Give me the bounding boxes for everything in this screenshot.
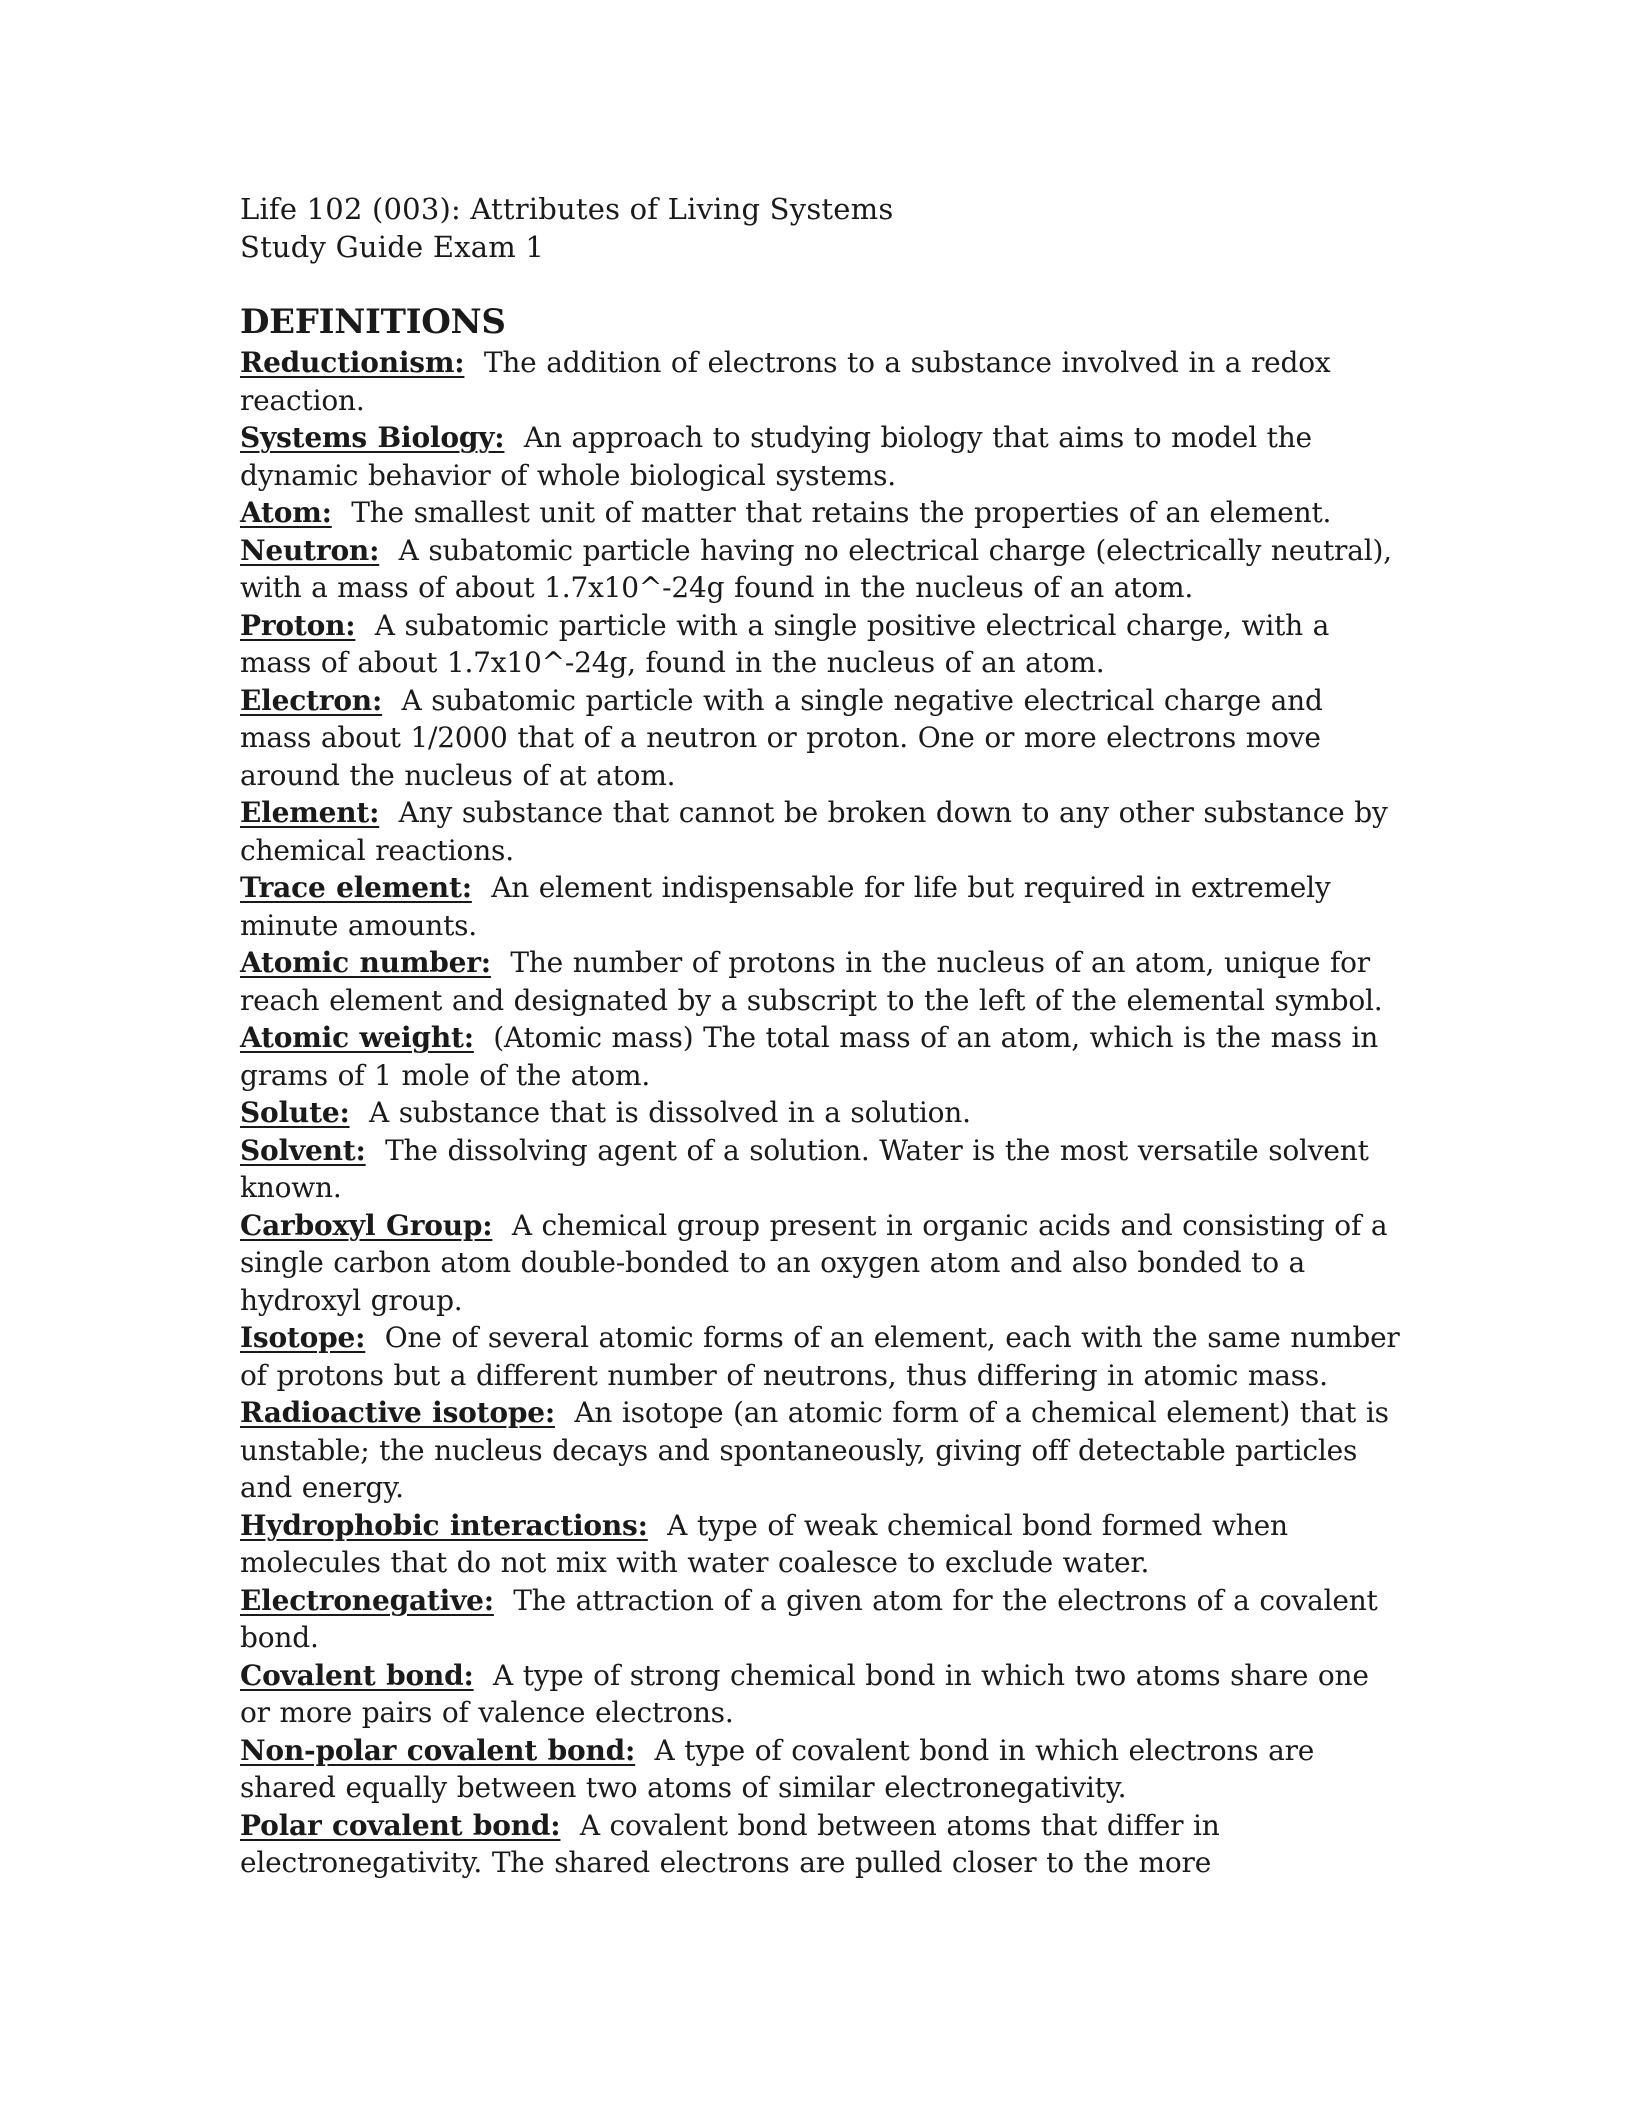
definition-term: Non-polar covalent bond: [240, 1733, 636, 1767]
definition-term: Electronegative: [240, 1583, 494, 1617]
definition-text: An element indispensable for life but required in extremely minute amounts. [240, 871, 1331, 942]
definition-text: A subatomic particle having no electrical charge (electrically neutral), with a mass of about 1.7x10^-24g found in the nucleus of an atom. [240, 533, 1392, 604]
definition-proton [240, 607, 1400, 682]
definition-text: The attraction of a given atom for the electrons of a covalent bond. [240, 1583, 1378, 1654]
definition-term: Solvent: [240, 1133, 366, 1167]
definition-text: A chemical group present in organic acids and consisting of a single carbon atom double-bonded to an oxygen atom and also bonded to a hydroxyl group. [240, 1208, 1388, 1317]
definition-text: A type of weak chemical bond formed when molecules that do not mix with water coalesce to exclude water. [240, 1508, 1288, 1579]
definition-text: The addition of electrons to a substance involved in a redox reaction. [240, 346, 1331, 417]
definition-text: A type of covalent bond in which electrons are shared equally between two atoms of similar electronegativity. [240, 1733, 1315, 1804]
definition-text: A substance that is dissolved in a solution. [368, 1096, 971, 1129]
definition-text: The smallest unit of matter that retains the properties of an element. [351, 496, 1332, 529]
document-page [240, 190, 1400, 1882]
definition-polar-covalent-bond [240, 1807, 1400, 1882]
definition-trace-element [240, 869, 1400, 944]
definition-text: An approach to studying biology that aims to model the dynamic behavior of whole biological systems. [240, 421, 1312, 492]
definition-term: Radioactive isotope: [240, 1396, 555, 1429]
definitions-list [240, 344, 1400, 1882]
definition-term: Polar covalent bond: [240, 1808, 561, 1842]
definition-element [240, 794, 1400, 869]
definition-hydrophobic-interactions [240, 1507, 1400, 1582]
definition-carboxyl-group [240, 1207, 1400, 1320]
definition-text: A type of strong chemical bond in which two atoms share one or more pairs of valence electrons. [240, 1658, 1369, 1729]
definition-atomic-number [240, 944, 1400, 1019]
definition-text: A subatomic particle with a single positive electrical charge, with a mass of about 1.7x10^-24g, found in the nucleus of an atom. [240, 608, 1330, 679]
definition-term: Electron: [240, 683, 383, 717]
definition-term: Carboxyl Group: [240, 1208, 493, 1242]
definition-reductionism [240, 344, 1400, 419]
definition-term: Proton: [240, 608, 356, 642]
definition-neutron [240, 532, 1400, 607]
definition-text: (Atomic mass) The total mass of an atom, which is the mass in grams of 1 mole of the atom. [240, 1021, 1379, 1092]
definition-text: An isotope (an atomic form of a chemical element) that is unstable; the nucleus decays and spontaneously, giving off detectable particles and energy. [240, 1396, 1389, 1504]
definition-isotope [240, 1319, 1400, 1394]
definition-term: Reductionism: [240, 346, 465, 379]
section-heading: DEFINITIONS [240, 302, 506, 342]
definition-term: Hydrophobic interactions: [240, 1508, 648, 1542]
definition-term: Trace element: [240, 871, 472, 904]
definition-text: The dissolving agent of a solution. Water is the most versatile solvent known. [240, 1133, 1369, 1204]
definition-systems-biology [240, 419, 1400, 494]
definition-atom [240, 494, 1400, 532]
definition-term: Atomic weight: [240, 1021, 474, 1054]
definition-electron [240, 682, 1400, 795]
definition-term: Atomic number: [240, 946, 491, 979]
definition-radioactive-isotope [240, 1394, 1400, 1507]
definition-text: A subatomic particle with a single negative electrical charge and mass about 1/2000 that of a neutron or proton. One or more electrons move around the nucleus of at atom. [240, 683, 1323, 792]
definition-electronegative [240, 1582, 1400, 1657]
course-title: Life 102 (003): Attributes of Living Systems [240, 192, 894, 226]
definition-term: Isotope: [240, 1321, 366, 1354]
definition-atomic-weight [240, 1019, 1400, 1094]
definition-text: Any substance that cannot be broken down to any other substance by chemical reactions. [240, 796, 1388, 867]
definition-term: Solute: [240, 1096, 350, 1129]
definition-term: Element: [240, 796, 380, 829]
definition-text: The number of protons in the nucleus of an atom, unique for reach element and designated by a subscript to the left of the elemental symbol. [240, 946, 1383, 1017]
definition-covalent-bond [240, 1657, 1400, 1732]
definition-term: Neutron: [240, 533, 380, 567]
definition-solvent [240, 1132, 1400, 1207]
definition-text: A covalent bond between atoms that differ in electronegativity. The shared electrons are pulled closer to the more [240, 1808, 1220, 1879]
definition-term: Atom: [240, 496, 332, 529]
definition-non-polar-covalent-bond [240, 1732, 1400, 1807]
definition-term: Systems Biology: [240, 421, 505, 454]
definition-solute [240, 1094, 1400, 1132]
definition-text: One of several atomic forms of an element, each with the same number of protons but a different number of neutrons, thus differing in atomic mass. [240, 1321, 1400, 1392]
document-subtitle: Study Guide Exam 1 [240, 230, 545, 264]
definition-term: Covalent bond: [240, 1658, 474, 1692]
